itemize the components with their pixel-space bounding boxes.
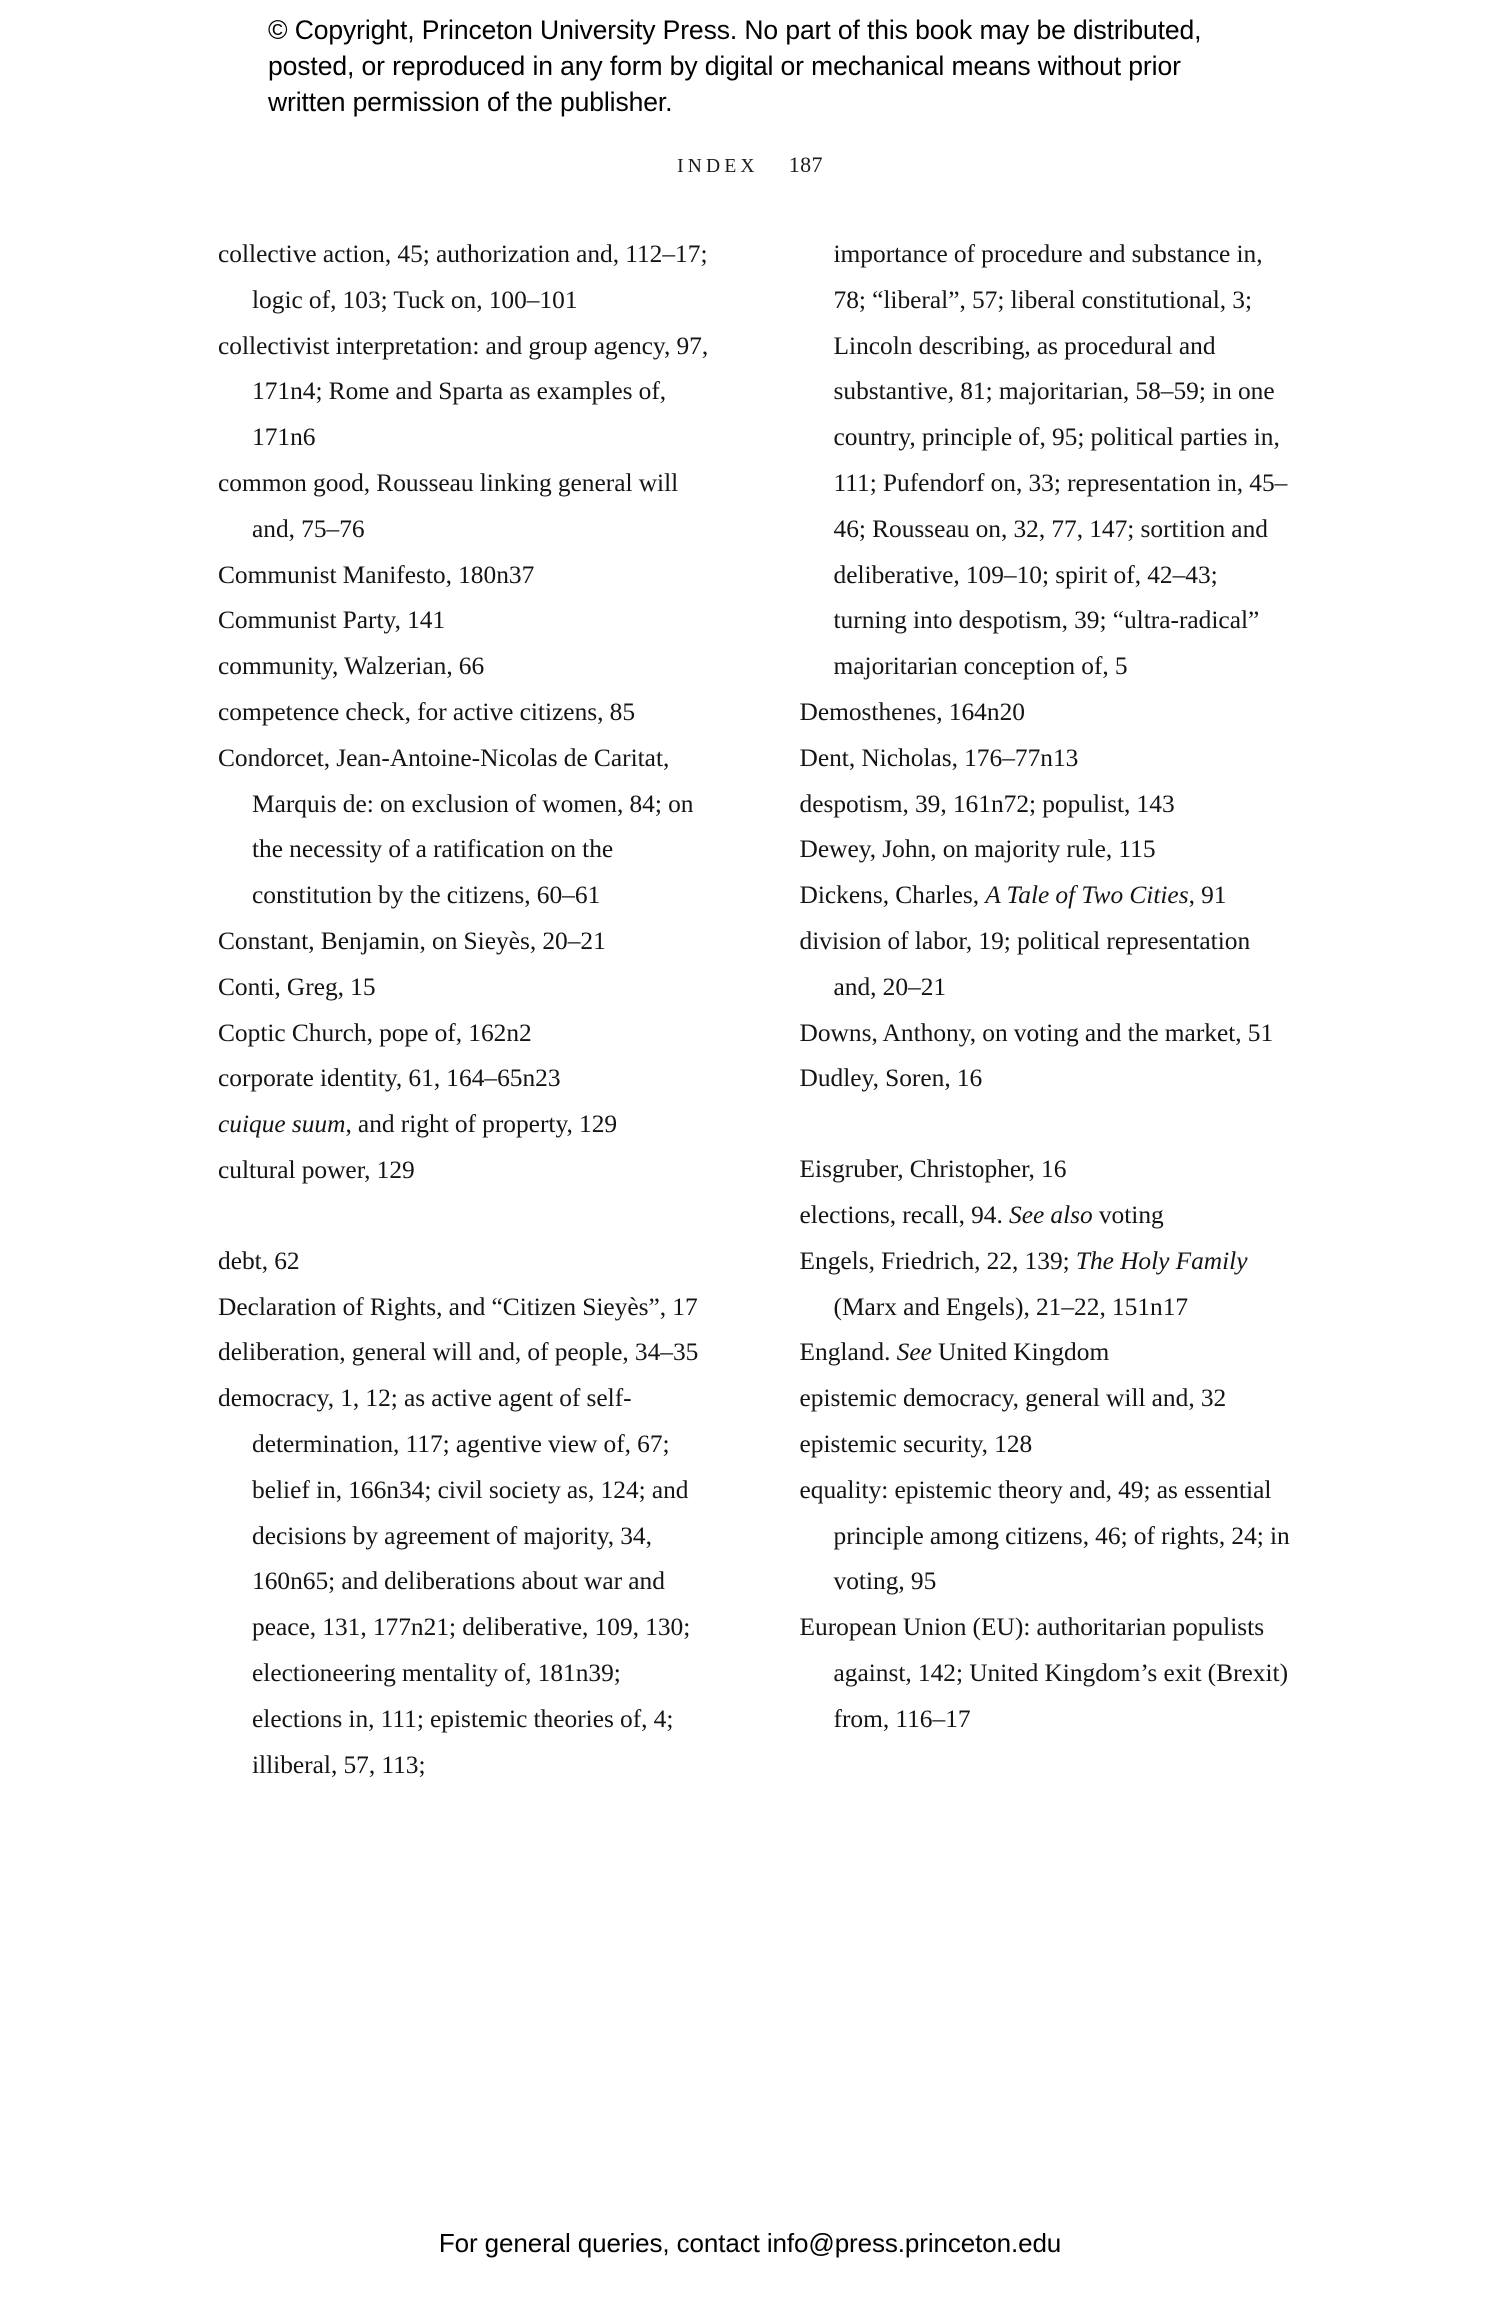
index-entry: Eisgruber, Christopher, 16	[799, 1155, 1067, 1184]
footer-query-line: For general queries, contact info@press.princeton.edu	[438, 2228, 1062, 2258]
index-entry: elections, recall, 94. See also voting	[799, 1200, 1164, 1229]
index-entry: collective action, 45; authorization and, 112–17; logic of, 103; Tuck on, 100–101	[218, 240, 708, 314]
index-column-right	[800, 232, 1294, 1788]
index-section-gap	[218, 1194, 712, 1239]
index-entry: cuique suum, and right of property, 129	[218, 1110, 618, 1139]
index-entry: epistemic democracy, general will and, 32	[799, 1384, 1227, 1413]
index-entry: Constant, Benjamin, on Sieyès, 20–21	[218, 926, 606, 955]
index-entry: European Union (EU): authoritarian populists against, 142; United Kingdom’s exit (Brexit) from, 116–17	[799, 1613, 1289, 1733]
index-entry-continued: importance of procedure and substance in, 78; “liberal”, 57; liberal constitutional, 3; Lincoln describing, as procedural and substantive, 81; majoritarian, 58–59; in one country, principle of, 95; political parties in, 111; Pufendorf on, 33; representation in, 45–46; Rousseau on, 32, 77, 147; sortition and deliberative, 109–10; spirit of, 42–43; turning into despotism, 39; “ultra-radical” majoritarian conception of, 5	[833, 240, 1288, 681]
index-entry: despotism, 39, 161n72; populist, 143	[799, 789, 1175, 818]
index-column-left	[218, 232, 712, 1788]
index-entry: cultural power, 129	[218, 1155, 415, 1184]
index-body	[218, 232, 1293, 1788]
index-entry: competence check, for active citizens, 85	[218, 697, 636, 726]
index-entry: Dewey, John, on majority rule, 115	[799, 835, 1156, 864]
index-entry: Coptic Church, pope of, 162n2	[218, 1018, 532, 1047]
index-entry: England. See United Kingdom	[799, 1338, 1110, 1367]
index-entry: debt, 62	[218, 1246, 300, 1275]
index-entry: Dickens, Charles, A Tale of Two Cities, 91	[799, 881, 1227, 910]
index-entry: Communist Party, 141	[218, 606, 446, 635]
index-entry: Dudley, Soren, 16	[799, 1064, 983, 1093]
copyright-notice: © Copyright, Princeton University Press. No part of this book may be distributed, posted, or reproduced in any form by digital or mechanical means without prior written permission of the publisher.	[268, 15, 1202, 118]
index-entry: Dent, Nicholas, 176–77n13	[799, 743, 1079, 772]
index-entry: equality: epistemic theory and, 49; as essential principle among citizens, 46; of rights, 24; in voting, 95	[799, 1475, 1290, 1596]
index-section-gap	[800, 1102, 1294, 1147]
index-entry: Downs, Anthony, on voting and the market, 51	[799, 1018, 1274, 1047]
index-entry: division of labor, 19; political representation and, 20–21	[799, 926, 1251, 1001]
index-entry: deliberation, general will and, of people, 34–35	[218, 1338, 699, 1367]
running-head-label: INDEX	[677, 156, 759, 177]
index-entry: community, Walzerian, 66	[218, 652, 485, 681]
index-entry: epistemic security, 128	[799, 1429, 1033, 1458]
index-entry: Conti, Greg, 15	[218, 972, 376, 1001]
index-entry: corporate identity, 61, 164–65n23	[218, 1064, 561, 1093]
index-entry: Demosthenes, 164n20	[799, 697, 1025, 726]
index-entry: common good, Rousseau linking general will and, 75–76	[218, 468, 679, 543]
index-entry: Communist Manifesto, 180n37	[218, 560, 535, 589]
index-entry: collectivist interpretation: and group agency, 97, 171n4; Rome and Sparta as examples of, 171n6	[218, 331, 709, 452]
index-entry: Declaration of Rights, and “Citizen Sieyès”, 17	[218, 1292, 698, 1321]
index-entry: Condorcet, Jean-Antoine-Nicolas de Caritat, Marquis de: on exclusion of women, 84; on the necessity of a ratification on the constitution by the citizens, 60–61	[218, 743, 694, 910]
index-entry: democracy, 1, 12; as active agent of self-determination, 117; agentive view of, 67; belief in, 166n34; civil society as, 124; and decisions by agreement of majority, 34, 160n65; and deliberations about war and peace, 131, 177n21; deliberative, 109, 130; electioneering mentality of, 181n39; elections in, 111; epistemic theories of, 4; illiberal, 57, 113;	[218, 1384, 691, 1779]
running-head	[0, 152, 1500, 178]
page-number: 187	[788, 152, 823, 177]
index-entry: Engels, Friedrich, 22, 139; The Holy Family (Marx and Engels), 21–22, 151n17	[799, 1246, 1248, 1321]
